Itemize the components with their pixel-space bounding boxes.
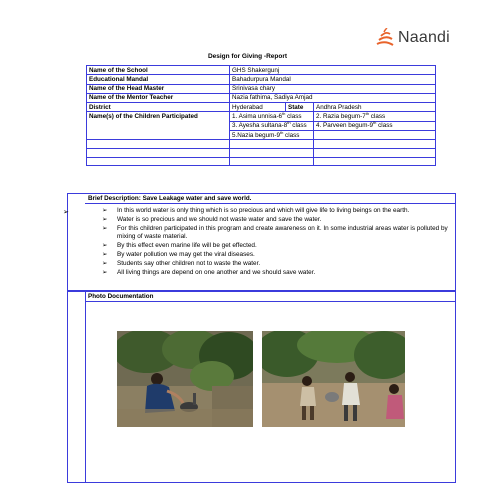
table-row: [87, 140, 436, 149]
empty-cell: [230, 148, 314, 157]
empty-cell: [314, 140, 436, 149]
head-master-value: Srinivasa chary: [230, 84, 436, 93]
list-item: ➢ All living things are depend on one another and we should save water.: [102, 268, 316, 276]
list-item: ➢ Water is so precious and we should not waste water and save the water.: [102, 215, 322, 223]
empty-cell: [314, 157, 436, 166]
school-label: Name of the School: [87, 66, 230, 75]
description-heading: Brief Description: Save Leakage water and save world.: [88, 195, 252, 202]
child-4: 4. Parveen begum-9th class: [314, 121, 436, 130]
arrow-bullet-icon: ➢: [102, 250, 108, 258]
mentor-value: Nazia fathima, Sadiya Amjad: [230, 93, 436, 102]
list-item: ➢ By this effect even marine life will be get effected.: [102, 242, 257, 250]
table-row: [87, 93, 436, 102]
head-master-label: Name of the Head Master: [87, 84, 230, 93]
table-row: [87, 148, 436, 157]
empty-cell: [87, 140, 230, 149]
arrow-bullet-icon: ➢: [102, 224, 108, 232]
arrow-bullet-icon: ➢: [102, 268, 108, 276]
arrow-bullet-icon: ➢: [102, 215, 108, 223]
child-5: 5.Nazia begum-9th class: [230, 131, 314, 140]
child-1: 1. Asima unnisa-6th class: [230, 112, 314, 121]
empty-cell: [87, 157, 230, 166]
child-2: 2. Razia begum-7th class: [314, 112, 436, 121]
table-row: [87, 66, 436, 75]
district-value: Hyderabad: [230, 103, 286, 112]
photo-students-carrying-water: [262, 331, 405, 427]
naandi-logo: [374, 26, 464, 50]
mentor-label: Name of the Mentor Teacher: [87, 93, 230, 102]
school-value: GHS Shakergunj: [230, 66, 436, 75]
table-row: [87, 103, 436, 112]
empty-cell: [230, 157, 314, 166]
mandal-label: Educational Mandal: [87, 75, 230, 84]
empty-cell: [87, 148, 230, 157]
district-label: District: [87, 103, 230, 112]
description-list: [102, 207, 454, 277]
state-value: Andhra Pradesh: [314, 103, 436, 112]
table-row: [87, 157, 436, 166]
logo-text: Naandi: [398, 29, 450, 46]
divider: [85, 301, 455, 302]
list-item: ➢ In this world water is only thing which is so precious and which will give life to living beings on the earth.: [102, 207, 410, 214]
report-title: Design for Giving -Report: [207, 53, 288, 60]
mandal-value: Bahadurpura Mandal: [230, 75, 436, 84]
flame-logo-icon: [374, 26, 396, 50]
arrow-bullet-icon: ➢: [63, 209, 69, 216]
table-row: [87, 75, 436, 84]
list-item: ➢ For this children participated in this program and create awareness on it. In some industrial areas water is polluted by mixing of waste material.: [102, 224, 448, 241]
table-row: [87, 84, 436, 93]
empty-cell: [230, 140, 314, 149]
divider: [85, 291, 86, 483]
arrow-bullet-icon: ➢: [102, 207, 108, 214]
arrow-bullet-icon: ➢: [102, 242, 108, 250]
empty-cell: [314, 148, 436, 157]
child-3: 3. Ayesha sultana-8th class: [230, 121, 314, 130]
state-label: State: [286, 103, 314, 112]
divider: [85, 203, 455, 204]
table-row: [87, 112, 436, 121]
photo-heading: Photo Documentation: [88, 293, 154, 300]
list-item: ➢ By water pollution we may get the viral diseases.: [102, 250, 255, 258]
children-label: Name(s) of the Children Participated: [87, 112, 230, 140]
school-info-table: [86, 65, 436, 166]
photo-students-at-tap: [117, 331, 253, 427]
list-item: ➢ Students say other children not to waste the water.: [102, 259, 261, 267]
empty-cell: [314, 131, 436, 140]
arrow-bullet-icon: ➢: [102, 259, 108, 267]
